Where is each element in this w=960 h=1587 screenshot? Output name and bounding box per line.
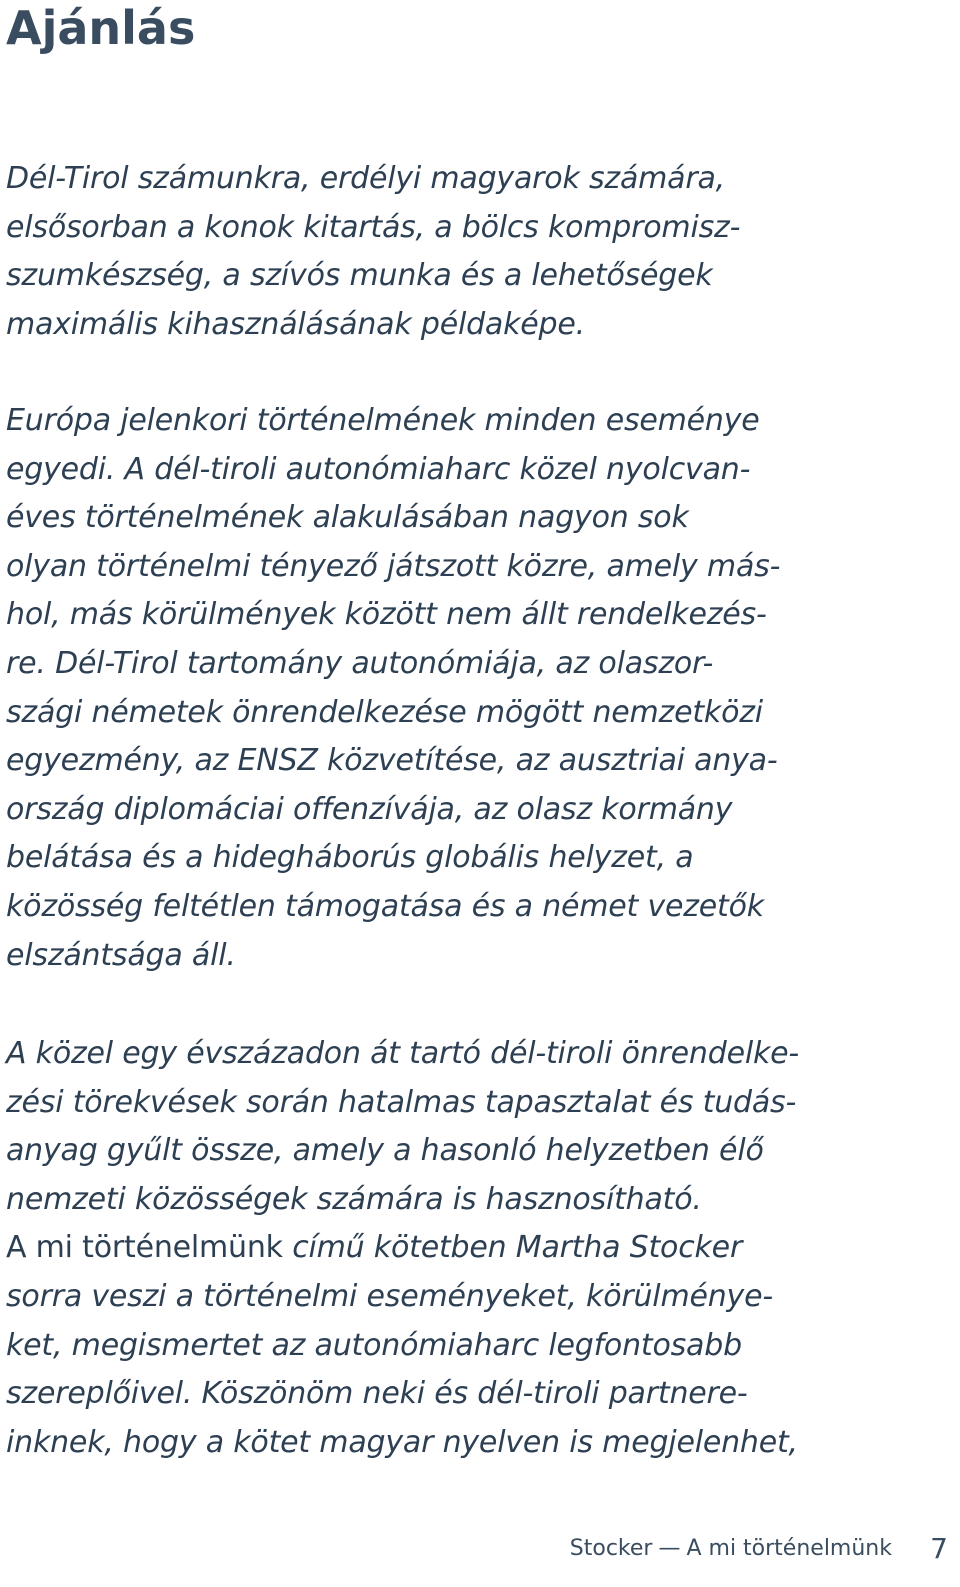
text-line: egyezmény, az ENSZ közvetítése, az ausztriai anya-: [6, 743, 778, 779]
text-line: ország diplomáciai offenzívája, az olasz kormány: [6, 791, 733, 827]
text-line: anyag gyűlt össze, amely a hasonló helyzetben élő: [6, 1133, 764, 1169]
text-line: elszántsága áll.: [6, 937, 236, 973]
paragraph-2: [6, 397, 780, 980]
paragraph-3: [6, 1030, 799, 1467]
text-line: nemzeti közösségek számára is hasznosítható.: [6, 1181, 702, 1217]
text-line: inknek, hogy a kötet magyar nyelven is megjelenhet,: [6, 1424, 798, 1460]
page-footer: [0, 1530, 960, 1570]
text-line: elsősorban a konok kitartás, a bölcs kompromisz-: [6, 209, 741, 245]
text-line: olyan történelmi tényező játszott közre, amely más-: [6, 548, 781, 584]
book-title: A mi történelmünk: [6, 1230, 283, 1266]
page-title: Ajánlás: [6, 1, 196, 55]
text-line: sorra veszi a történelmi eseményeket, körülménye-: [6, 1278, 773, 1314]
text-line: re. Dél-Tirol tartomány autonómiája, az olaszor-: [6, 645, 714, 681]
text-line: Európa jelenkori történelmének minden eseménye: [6, 403, 760, 438]
text-line: belátása és a hidegháborús globális helyzet, a: [6, 840, 694, 876]
page-number: 7: [930, 1532, 948, 1565]
text-line: ket, megismertet az autonómiaharc legfontosabb: [6, 1327, 742, 1363]
paragraph-1: [6, 155, 740, 349]
text-line: A közel egy évszázadon át tartó dél-tiroli önrendelke-: [6, 1036, 800, 1071]
footer-separator: —: [658, 1536, 681, 1561]
footer-author: Stocker: [569, 1536, 653, 1561]
text-line: szumkészség, a szívós munka és a lehetőségek: [6, 258, 713, 294]
text-line: zési törekvések során hatalmas tapasztalat és tudás-: [6, 1084, 797, 1120]
text-line: hol, más körülmények között nem állt rendelkezés-: [6, 597, 767, 633]
text-line: maximális kihasználásának példaképe.: [6, 306, 585, 342]
text-line: szereplőivel. Köszönöm neki és dél-tiroli partnere-: [6, 1376, 748, 1412]
text-line: éves történelmének alakulásában nagyon sok: [6, 500, 689, 536]
text-line-book-reference: [6, 1224, 799, 1273]
text-line: szági németek önrendelkezése mögött nemzetközi: [6, 694, 763, 730]
running-footer: [570, 1536, 892, 1561]
footer-book-title: A mi történelmünk: [686, 1536, 892, 1561]
text-line: közösség feltétlen támogatása és a német vezetők: [6, 888, 764, 924]
text-line: egyedi. A dél-tiroli autonómiaharc közel nyolcvan-: [6, 451, 751, 487]
text-line: Dél-Tirol számunkra, erdélyi magyarok számára,: [6, 161, 725, 196]
text-fragment: című kötetben Martha Stocker: [282, 1230, 743, 1266]
